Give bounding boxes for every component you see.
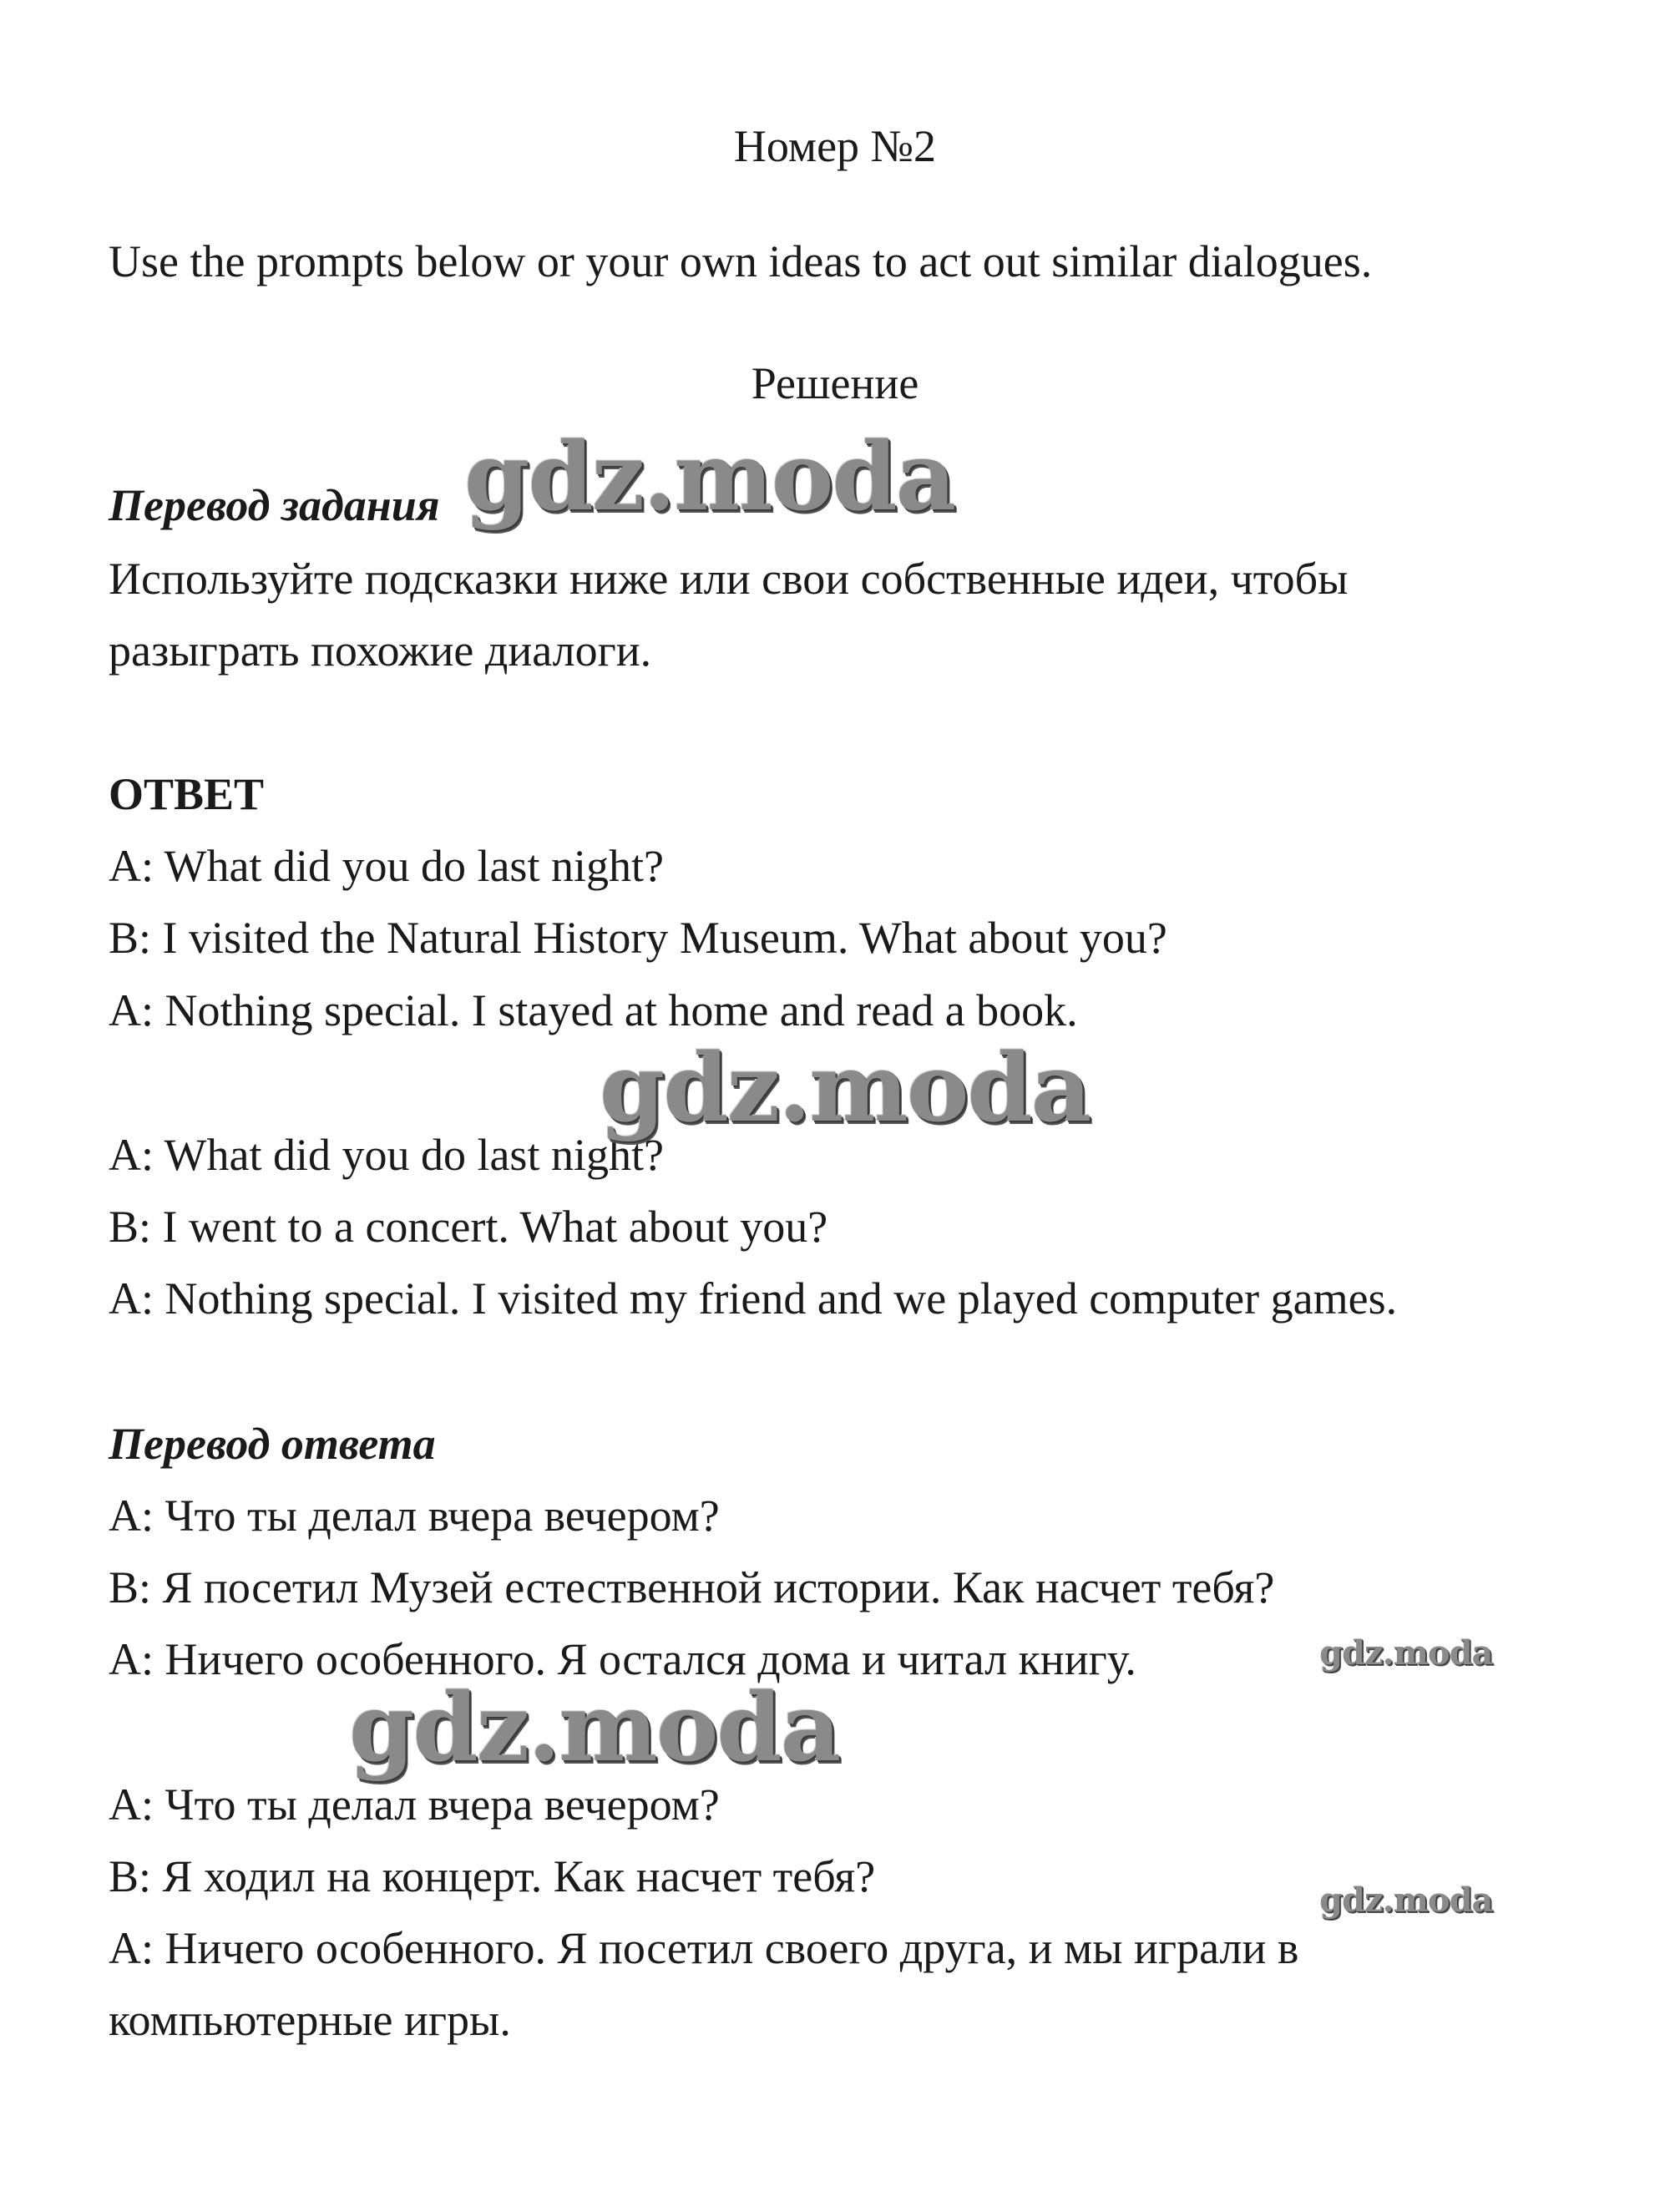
dialogue-translation-line: A: Ничего особенного. Я посетил своего друга, и мы играли в [109, 1923, 1299, 1973]
task-translation-heading: Перевод задания [109, 480, 440, 530]
dialogue-line: A: Nothing special. I visited my friend and we played computer games. [109, 1273, 1398, 1324]
dialogue-translation-line: A: Ничего особенного. Я остался дома и читал книгу. [109, 1634, 1136, 1684]
watermark-logo: gdz.moda [600, 1034, 1091, 1143]
dialogue-translation-line: B: Я ходил на концерт. Как насчет тебя? [109, 1851, 876, 1901]
watermark-logo: gdz.moda [349, 1673, 840, 1783]
solution-label: Решение [751, 358, 919, 408]
dialogue-translation-line: A: Что ты делал вчера вечером? [109, 1779, 720, 1830]
dialogue-line: B: I visited the Natural History Museum. What about you? [109, 913, 1167, 963]
dialogue-translation-line: B: Я посетил Музей естественной истории. Как насчет тебя? [109, 1562, 1275, 1612]
task-translation-line: Используйте подсказки ниже или свои собственные идеи, чтобы [109, 554, 1349, 604]
dialogue-translation-line: A: Что ты делал вчера вечером? [109, 1491, 720, 1541]
dialogue-line: A: What did you do last night? [109, 1130, 664, 1180]
watermark-logo: gdz.moda [464, 423, 955, 532]
dialogue-translation-line: компьютерные игры. [109, 1995, 511, 2045]
dialogue-line: B: I went to a concert. What about you? [109, 1202, 828, 1252]
task-text: Use the prompts below or your own ideas to act out similar dialogues. [109, 236, 1373, 286]
watermark-logo-small: gdz.moda [1319, 1880, 1493, 1920]
page-title: Номер №2 [733, 121, 937, 171]
watermark-logo-small: gdz.moda [1319, 1633, 1493, 1673]
dialogue-line: A: What did you do last night? [109, 841, 664, 891]
answer-heading: ОТВЕТ [109, 769, 265, 819]
dialogue-line: A: Nothing special. I stayed at home and read a book. [109, 985, 1078, 1035]
task-translation-line: разыграть похожие диалоги. [109, 625, 652, 676]
answer-translation-heading: Перевод ответа [109, 1419, 436, 1469]
